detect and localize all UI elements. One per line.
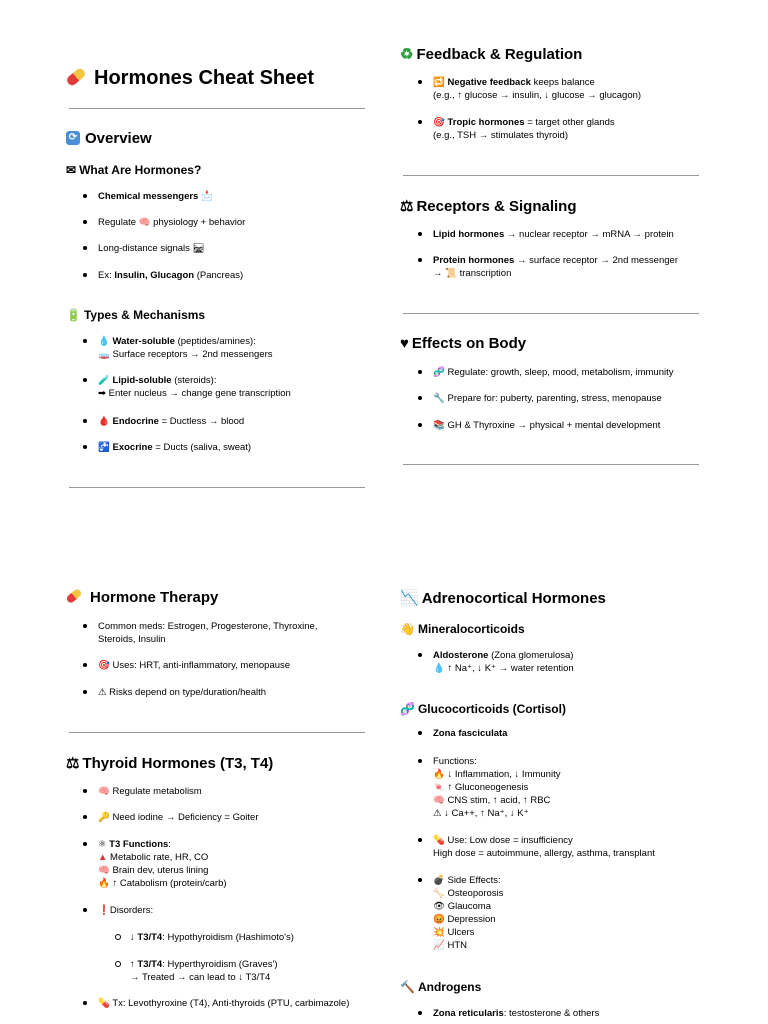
list-item: Chemical messengers 📩 xyxy=(98,191,213,202)
railway-icon: 🛤 xyxy=(192,243,205,254)
list-item: ❗Disorders: xyxy=(98,905,154,916)
mineralocorticoids-heading: 👋 Mineralocorticoids xyxy=(400,622,525,636)
books-icon: 📚 xyxy=(433,420,445,431)
list-item: ⚛ T3 Functions: ▲ Metabolic rate, HR, CO 🧠 Brain dev, uterus lining 🔥 ↑ Catabolism (protein/carb) xyxy=(98,839,227,889)
pill-icon: 💊 xyxy=(433,835,445,846)
list-item: Zona fasciculata xyxy=(433,728,508,739)
wrench-icon: 🔧 xyxy=(433,393,445,404)
adrenocortical-heading: 📉 Adrenocortical Hormones xyxy=(400,590,606,607)
blood-drop-icon: 🩸 xyxy=(98,416,110,427)
list-item: 💊 Use: Low dose = insufficiency High dose = autoimmune, allergy, asthma, transplant xyxy=(433,835,655,859)
list-item: 🔧 Prepare for: puberty, parenting, stress, menopause xyxy=(433,393,662,404)
what-are-hormones-heading: ✉ What Are Hormones? xyxy=(66,163,202,177)
exclamation-icon: ❗ xyxy=(98,905,110,916)
list-item: Protein hormones → surface receptor → 2nd messenger → 📜 transcription xyxy=(433,255,678,279)
list-item: 🧪 Lipid-soluble (steroids): ➡ Enter nucleus → change gene transcription xyxy=(98,375,291,399)
key-icon: 🔑 xyxy=(98,812,110,823)
list-item: Regulate 🧠 physiology + behavior xyxy=(98,217,246,228)
explosion-icon: 💥 xyxy=(433,927,445,938)
list-item: 📚 GH & Thyroxine → physical + mental development xyxy=(433,420,661,431)
battery-icon: 🔋 xyxy=(66,308,81,322)
repeat-icon: 🔁 xyxy=(433,77,445,88)
list-item: Zona reticularis: testosterone & others xyxy=(433,1008,600,1019)
divider xyxy=(69,732,365,733)
list-item: ↑ T3/T4: Hyperthyroidism (Graves') → Treated → can lead to ↓ T3/T4 xyxy=(130,959,278,983)
refresh-icon: ⟳ xyxy=(66,131,80,145)
list-item: Ex: Insulin, Glucagon (Pancreas) xyxy=(98,270,244,281)
list-item: Lipid hormones → nuclear receptor → mRNA → protein xyxy=(433,229,674,240)
capsule-icon: 🧪 xyxy=(98,375,110,386)
envelope-icon: ✉ xyxy=(66,163,77,177)
fire-icon: 🔥 xyxy=(433,769,445,780)
chart-decreasing-icon: 📉 xyxy=(400,590,419,607)
water-tap-icon: 🚰 xyxy=(98,442,110,453)
triangle-up-icon: ▲ xyxy=(98,852,108,863)
bomb-icon: 💣 xyxy=(433,875,445,886)
hammer-icon: 🔨 xyxy=(400,980,415,994)
therapy-heading: Hormone Therapy xyxy=(66,589,218,606)
list-item: ⚠ Risks depend on type/duration/health xyxy=(98,687,267,698)
overview-heading: ⟳ Overview xyxy=(66,130,152,147)
warning-icon: ⚠ xyxy=(433,808,442,819)
receptors-heading: ⚖ Receptors & Signaling xyxy=(400,198,577,215)
dna-icon: 🧬 xyxy=(433,367,445,378)
scales-icon: ⚖ xyxy=(66,755,80,772)
list-item: 🚰 Exocrine = Ducts (saliva, sweat) xyxy=(98,442,252,453)
list-item: 🎯 Tropic hormones = target other glands (e.g., TSH → stimulates thyroid) xyxy=(433,117,615,141)
pill-icon xyxy=(65,588,82,604)
test-tube-icon: 🧫 xyxy=(98,349,110,360)
brain-icon: 🧠 xyxy=(98,865,110,876)
droplet-icon: 💧 xyxy=(98,336,110,347)
list-item: 💊 Tx: Levothyroxine (T4), Anti-thyroids (PTU, carbimazole) xyxy=(98,998,350,1009)
target-icon: 🎯 xyxy=(98,660,110,671)
list-item: Functions: 🔥 ↓ Inflammation, ↓ Immunity 🍬 ↑ Gluconeogenesis 🧠 CNS stim, ↑ acid, ↑ RBC ⚠ ↓ Ca++, ↑ Na⁺, ↓ K⁺ xyxy=(433,756,561,819)
list-item: 🔑 Need iodine → Deficiency = Goiter xyxy=(98,812,259,823)
chart-increasing-icon: 📈 xyxy=(433,940,445,951)
brain-icon: 🧠 xyxy=(138,217,151,228)
list-item: Long-distance signals 🛤 xyxy=(98,243,205,254)
warning-icon: ⚠ xyxy=(98,687,107,698)
brain-icon: 🧠 xyxy=(98,786,110,797)
types-heading: 🔋 Types & Mechanisms xyxy=(66,308,206,322)
recycle-icon: ♻ xyxy=(400,46,414,63)
effects-heading: ♥ Effects on Body xyxy=(400,335,527,352)
list-item: 🔁 Negative feedback keeps balance (e.g., ↑ glucose → insulin, ↓ glucose → glucagon) xyxy=(433,77,642,101)
waving-hand-icon: 👋 xyxy=(400,622,415,636)
list-item: 🩸 Endocrine = Ductless → blood xyxy=(98,416,245,427)
list-item: ↓ T3/T4: Hypothyroidism (Hashimoto's) xyxy=(130,932,294,943)
dna-icon: 🧬 xyxy=(400,702,415,716)
atom-icon: ⚛ xyxy=(98,839,107,850)
heart-icon: ♥ xyxy=(400,335,409,352)
bone-icon: 🦴 xyxy=(433,888,445,899)
list-item: 🎯 Uses: HRT, anti-inflammatory, menopause xyxy=(98,660,291,671)
divider xyxy=(403,464,699,465)
target-icon: 🎯 xyxy=(433,117,445,128)
androgens-heading: 🔨 Androgens xyxy=(400,980,482,994)
divider xyxy=(69,108,365,109)
list-item: 💣 Side Effects: 🦴 Osteoporosis 👁 Glaucoma 😡 Depression 💥 Ulcers 📈 HTN xyxy=(433,875,504,951)
candy-icon: 🍬 xyxy=(433,782,445,793)
list-item: 💧 Water-soluble (peptides/amines): 🧫 Surface receptors → 2nd messengers xyxy=(98,336,273,360)
glucocorticoids-heading: 🧬 Glucocorticoids (Cortisol) xyxy=(400,702,566,716)
eye-icon: 👁 xyxy=(433,901,446,912)
divider xyxy=(69,487,365,488)
fire-icon: 🔥 xyxy=(98,878,110,889)
page-title: Hormones Cheat Sheet xyxy=(66,67,314,90)
brain-icon: 🧠 xyxy=(433,795,445,806)
feedback-heading: ♻ Feedback & Regulation xyxy=(400,46,583,63)
angry-face-icon: 😡 xyxy=(433,914,445,925)
thyroid-heading: ⚖ Thyroid Hormones (T3, T4) xyxy=(66,755,274,772)
inbox-icon: 📩 xyxy=(200,191,213,202)
list-item: 🧬 Regulate: growth, sleep, mood, metabolism, immunity xyxy=(433,367,674,378)
list-item: Aldosterone (Zona glomerulosa) 💧 ↑ Na⁺, ↓ K⁺ → water retention xyxy=(433,650,574,674)
divider xyxy=(403,313,699,314)
divider xyxy=(403,175,699,176)
list-item: 🧠 Regulate metabolism xyxy=(98,786,202,797)
pill-icon xyxy=(65,66,87,87)
arrow-right-icon: ➡ xyxy=(98,388,106,399)
list-item: Common meds: Estrogen, Progesterone, Thyroxine, Steroids, Insulin xyxy=(98,621,318,645)
pill-icon: 💊 xyxy=(98,998,110,1009)
droplet-icon: 💧 xyxy=(433,663,445,674)
scales-icon: ⚖ xyxy=(400,198,414,215)
